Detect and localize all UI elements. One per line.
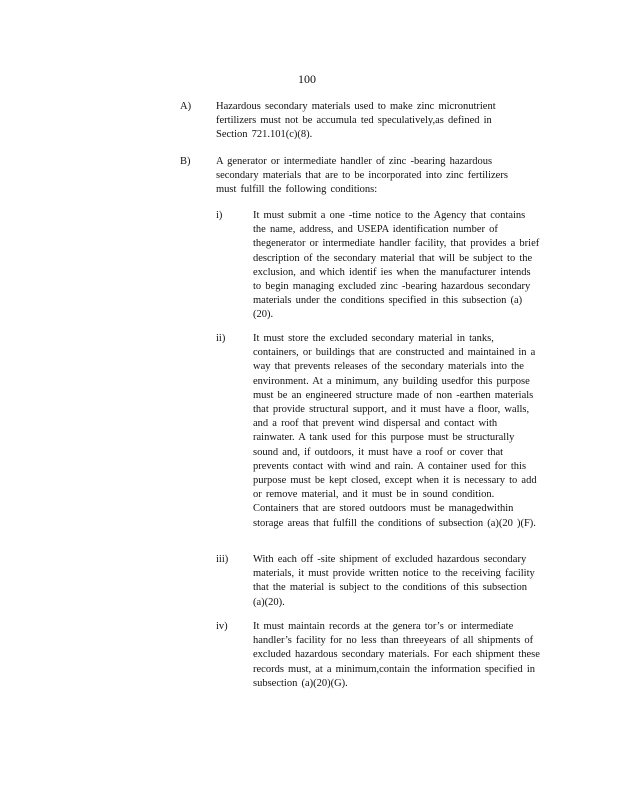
subitem-ii-text: It must store the excluded secondary material in tanks, containers, or buildings that are constructed and maintained in a way that prevents releases of the secondary materials into the environment. At a minimum, any building usedfor this purpose must be an engineered structure made of non -earthen materials that provide structural support, and it must have a floor, walls, and a roof that prevent wind dispersal and contact with rainwater. A tank used for this purpose must be structurally sound and, if outdoors, it must have a roof or cover that prevents contact with wind and rain. A container used for this purpose must be kept closed, except when it is necessary to add or remove material, and it must be in sound condition. Containers that are stored outdoors must be managedwithin storage areas that fulfill the conditions of subsection (a)(20 )(F). bbox=[253, 333, 537, 529]
paragraph-a-text: Hazardous secondary materials used to make zinc micronutrient fertilizers must not be accumula ted speculatively,as defined in Section 721.101(c)(8). bbox=[216, 101, 496, 141]
subitem-iv-marker: iv) bbox=[216, 621, 228, 632]
subitem-ii-marker: ii) bbox=[216, 333, 226, 344]
subitem-iii-text: With each off -site shipment of excluded hazardous secondary materials, it must provide written notice to the receiving facility that the material is subject to the conditions of this subsection (a)(20). bbox=[253, 554, 535, 608]
paragraph-b-text: A generator or intermediate handler of zinc -bearing hazardous secondary materials that are to be incorporated into zinc fertilizers must fulfill the following conditions: bbox=[216, 156, 508, 196]
paragraph-a-marker: A) bbox=[180, 101, 192, 112]
subitem-iv-text: It must maintain records at the genera tor’s or intermediate handler’s facility for no less than threeyears of all shipments of excluded hazardous secondary materials. For each shipment these records must, at a minimum,contain the information specified in subsection (a)(20)(G). bbox=[253, 621, 540, 689]
subitem-i-text: It must submit a one -time notice to the Agency that contains the name, address, and USEPA identification number of thegenerator or intermediate handler facility, that provides a brief description of the secondary material that will be subject to the exclusion, and which identif ies when the manufacturer intends to begin managing excluded zinc -bearing hazardous secondary materials under the conditions specified in this subsection (a)(20). bbox=[253, 210, 540, 321]
subitem-i-marker: i) bbox=[216, 210, 223, 221]
subitem-iii-marker: iii) bbox=[216, 554, 229, 565]
paragraph-b-marker: B) bbox=[180, 156, 191, 167]
page-number: 100 bbox=[298, 72, 316, 86]
